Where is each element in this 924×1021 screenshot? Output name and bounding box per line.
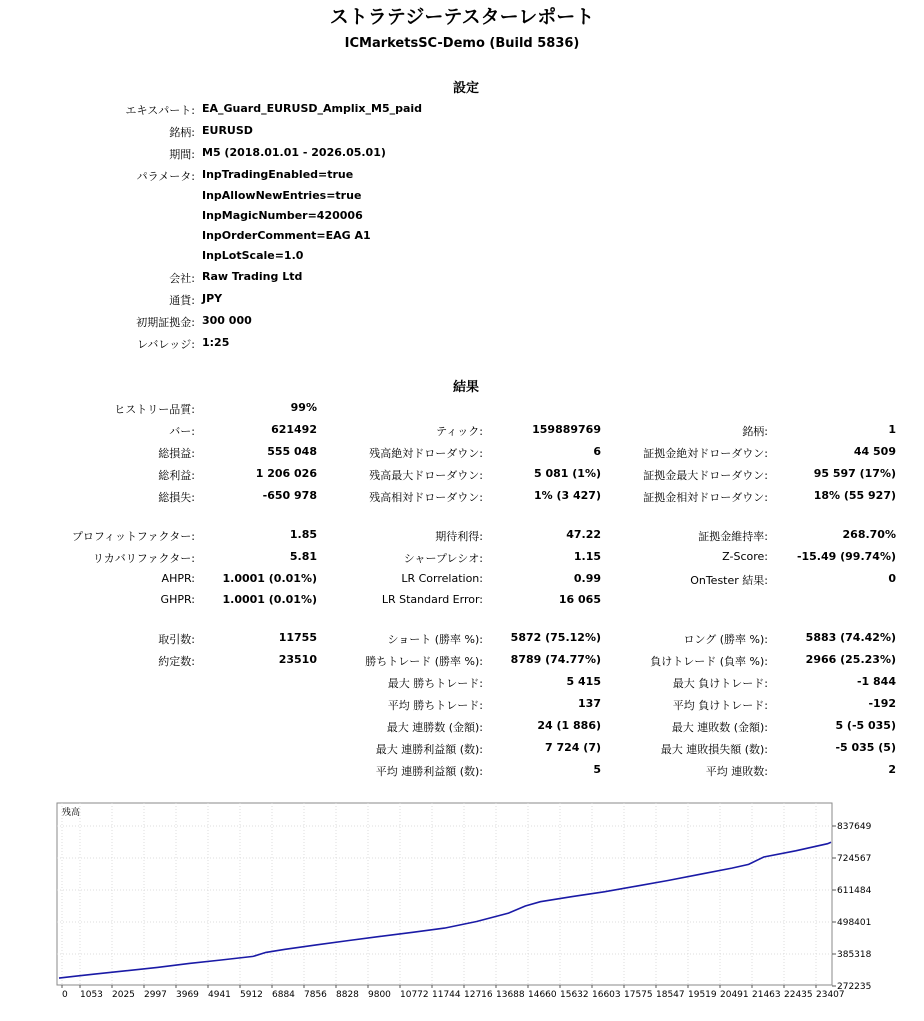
result-label: 期待利得:: [435, 530, 483, 543]
result-value: 137: [578, 697, 601, 710]
result-value: 621492: [271, 423, 317, 436]
result-label: GHPR:: [160, 593, 195, 606]
result-label: OnTester 結果:: [690, 574, 768, 587]
result-label: 総利益:: [158, 469, 195, 482]
settings-value: InpTradingEnabled=true: [202, 168, 354, 181]
result-label: AHPR:: [161, 572, 195, 585]
chart-title: 残高: [62, 808, 81, 818]
result-value: 47.22: [566, 528, 601, 541]
result-label: LR Correlation:: [401, 572, 483, 585]
settings-label: 会社:: [169, 272, 195, 285]
settings-label: 初期証拠金:: [136, 316, 195, 329]
x-tick-label: 9800: [368, 990, 391, 1000]
settings-value: M5 (2018.01.01 - 2026.05.01): [202, 146, 386, 159]
x-tick-label: 2025: [112, 990, 135, 1000]
y-tick-label: 385318: [837, 950, 872, 960]
settings-value: 1:25: [202, 336, 230, 349]
settings-label: パラメータ:: [136, 170, 195, 183]
result-value: 5.81: [289, 550, 317, 563]
x-tick-label: 2997: [144, 990, 167, 1000]
result-value: 2966 (25.23%): [805, 653, 896, 666]
result-value: 44 509: [853, 445, 896, 458]
report-title: ストラテジーテスターレポート: [329, 6, 595, 28]
result-value: 2: [888, 763, 896, 776]
result-label: 残高絶対ドローダウン:: [369, 447, 483, 460]
result-value: -1 844: [856, 675, 896, 688]
result-label: ティック:: [436, 425, 483, 438]
settings-value: JPY: [202, 292, 223, 305]
settings-label: レバレッジ:: [137, 338, 195, 351]
result-value: 5883 (74.42%): [805, 631, 896, 644]
x-tick-label: 16603: [592, 990, 621, 1000]
result-value: 1.0001 (0.01%): [222, 593, 317, 606]
settings-value: EA_Guard_EURUSD_Amplix_M5_paid: [202, 102, 423, 115]
y-tick-label: 498401: [837, 918, 872, 928]
result-value: 16 065: [558, 593, 601, 606]
result-label: 残高相対ドローダウン:: [369, 491, 483, 504]
result-value: 24 (1 886): [537, 719, 601, 732]
x-tick-label: 15632: [560, 990, 589, 1000]
result-label: 平均 負けトレード:: [672, 699, 768, 712]
result-label: ロング (勝率 %):: [683, 633, 768, 646]
result-label: 平均 連敗数:: [705, 765, 768, 778]
settings-heading: 設定: [452, 81, 479, 96]
x-tick-label: 18547: [656, 990, 685, 1000]
result-label: LR Standard Error:: [381, 593, 483, 606]
result-label: 総損失:: [158, 491, 195, 504]
x-tick-label: 4941: [208, 990, 231, 1000]
x-tick-label: 11744: [432, 990, 461, 1000]
x-tick-label: 19519: [688, 990, 717, 1000]
result-value: 0: [888, 572, 896, 585]
result-value: 1.15: [573, 550, 601, 563]
result-label: ショート (勝率 %):: [387, 633, 483, 646]
result-label: 証拠金最大ドローダウン:: [643, 469, 768, 482]
x-tick-label: 20491: [720, 990, 749, 1000]
result-label: リカバリファクター:: [92, 552, 195, 565]
result-value: 268.70%: [842, 528, 896, 541]
result-label: ヒストリー品質:: [114, 403, 195, 416]
result-value: -192: [868, 697, 896, 710]
result-label: 勝ちトレード (勝率 %):: [365, 655, 483, 668]
y-tick-label: 272235: [837, 982, 872, 992]
result-value: -15.49 (99.74%): [796, 550, 896, 563]
result-value: 5 081 (1%): [533, 467, 601, 480]
result-value: 1.85: [289, 528, 317, 541]
result-label: 銘柄:: [742, 425, 768, 438]
result-label: 平均 連勝利益額 (数):: [375, 765, 483, 778]
x-tick-label: 3969: [176, 990, 199, 1000]
plot-area: [57, 803, 832, 985]
result-label: 証拠金相対ドローダウン:: [643, 491, 768, 504]
y-tick-label: 611484: [837, 886, 872, 896]
settings-label: 期間:: [169, 148, 195, 161]
result-value: 5: [593, 763, 601, 776]
result-value: 1: [888, 423, 896, 436]
x-tick-label: 6884: [272, 990, 295, 1000]
result-label: 総損益:: [158, 447, 195, 460]
x-tick-label: 17575: [624, 990, 653, 1000]
result-value: 1.0001 (0.01%): [222, 572, 317, 585]
x-tick-label: 8828: [336, 990, 359, 1000]
result-label: 証拠金維持率:: [698, 530, 768, 543]
result-label: 最大 連敗損失額 (数):: [660, 743, 768, 756]
x-tick-label: 12716: [464, 990, 493, 1000]
result-label: 最大 連勝数 (金額):: [386, 721, 483, 734]
result-label: 最大 連勝利益額 (数):: [375, 743, 483, 756]
result-value: 555 048: [267, 445, 317, 458]
result-value: 5 415: [566, 675, 601, 688]
result-label: 最大 負けトレード:: [672, 677, 768, 690]
settings-value: Raw Trading Ltd: [202, 270, 303, 283]
result-label: 証拠金絶対ドローダウン:: [643, 447, 768, 460]
result-label: シャープレシオ:: [403, 552, 483, 565]
x-tick-label: 5912: [240, 990, 263, 1000]
result-value: 159889769: [532, 423, 601, 436]
settings-value: InpMagicNumber=420006: [202, 209, 363, 222]
result-value: 5 (-5 035): [835, 719, 896, 732]
result-value: 95 597 (17%): [813, 467, 896, 480]
result-label: 最大 連敗数 (金額):: [671, 721, 768, 734]
settings-value: EURUSD: [202, 124, 253, 137]
result-value: -5 035 (5): [835, 741, 896, 754]
x-tick-label: 22435: [784, 990, 813, 1000]
result-value: 8789 (74.77%): [510, 653, 601, 666]
report-subtitle: ICMarketsSC-Demo (Build 5836): [344, 36, 580, 51]
result-label: 負けトレード (負率 %):: [650, 655, 768, 668]
result-value: 0.99: [573, 572, 601, 585]
result-value: 11755: [278, 631, 317, 644]
settings-label: エキスパート:: [125, 104, 195, 117]
results-heading: 結果: [452, 380, 479, 395]
result-label: 取引数:: [158, 633, 195, 646]
result-label: Z-Score:: [722, 550, 768, 563]
result-label: バー:: [169, 425, 195, 438]
settings-value: 300 000: [202, 314, 252, 327]
settings-value: InpAllowNewEntries=true: [202, 189, 362, 202]
result-value: 99%: [290, 401, 317, 414]
result-value: 18% (55 927): [813, 489, 896, 502]
y-tick-label: 724567: [837, 854, 872, 864]
x-tick-label: 0: [62, 990, 68, 1000]
result-value: 1% (3 427): [533, 489, 601, 502]
result-value: -650 978: [262, 489, 317, 502]
x-tick-label: 13688: [496, 990, 525, 1000]
result-label: プロフィットファクター:: [71, 530, 195, 543]
settings-label: 銘柄:: [169, 126, 195, 139]
result-value: 1 206 026: [255, 467, 317, 480]
result-label: 最大 勝ちトレード:: [387, 677, 483, 690]
x-tick-label: 21463: [752, 990, 781, 1000]
result-value: 6: [593, 445, 601, 458]
result-value: 23510: [278, 653, 317, 666]
x-tick-label: 10772: [400, 990, 429, 1000]
y-tick-label: 837649: [837, 822, 872, 832]
result-label: 平均 勝ちトレード:: [387, 699, 483, 712]
result-value: 7 724 (7): [545, 741, 601, 754]
x-tick-label: 14660: [528, 990, 557, 1000]
result-label: 残高最大ドローダウン:: [369, 469, 483, 482]
settings-label: 通貨:: [169, 294, 195, 307]
x-tick-label: 1053: [80, 990, 103, 1000]
x-tick-label: 7856: [304, 990, 327, 1000]
result-value: 5872 (75.12%): [510, 631, 601, 644]
result-label: 約定数:: [158, 655, 195, 668]
settings-value: InpOrderComment=EAG A1: [202, 229, 371, 242]
settings-value: InpLotScale=1.0: [202, 249, 304, 262]
x-tick-label: 23407: [816, 990, 845, 1000]
